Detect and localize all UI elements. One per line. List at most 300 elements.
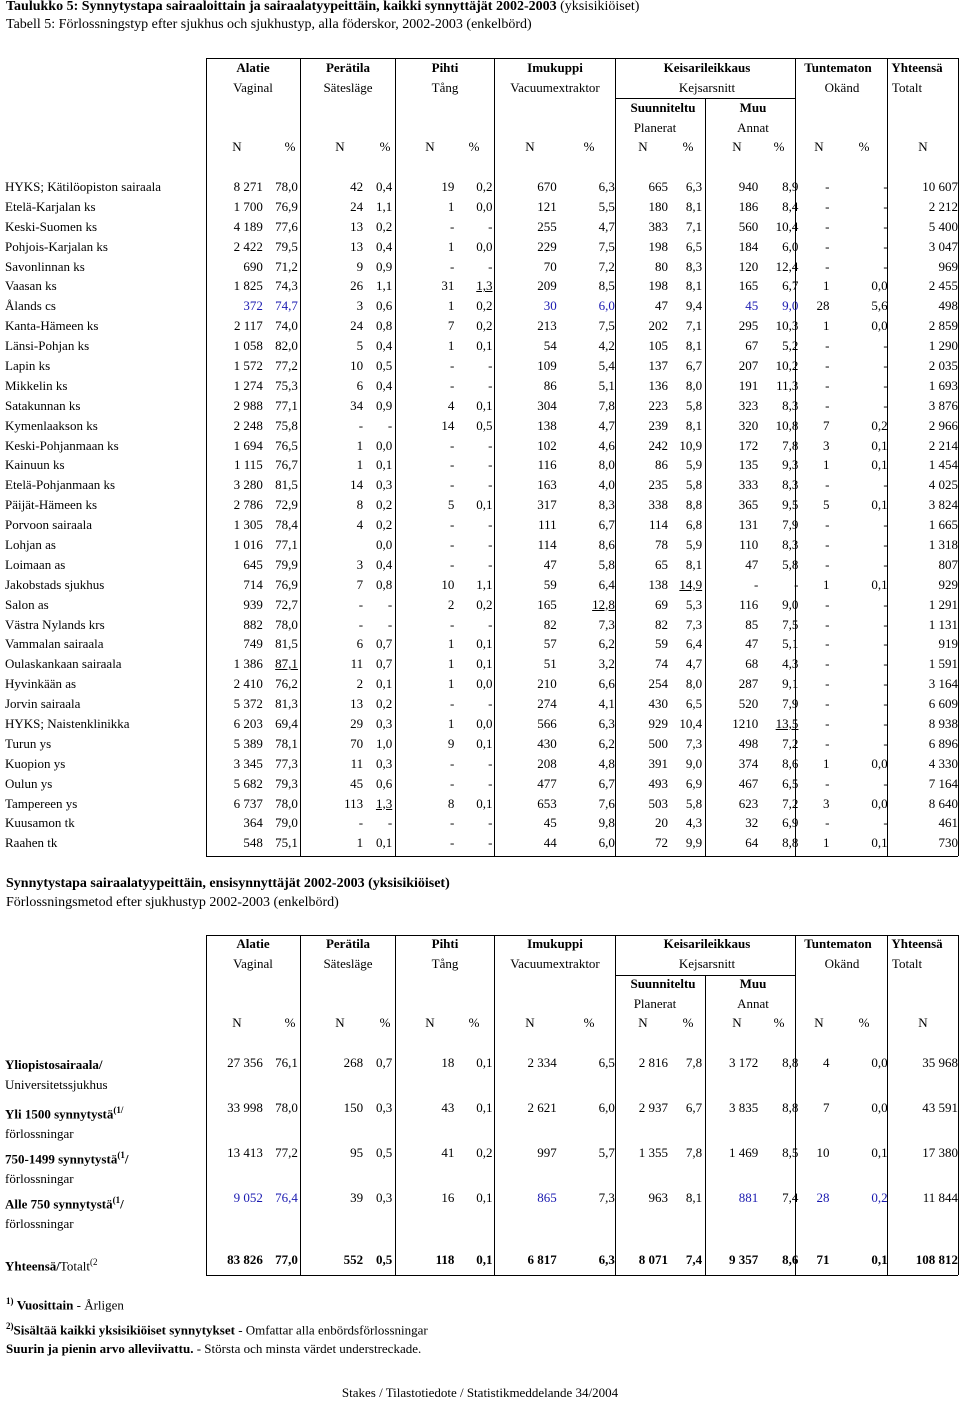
cell-value: 10,4 (775, 218, 799, 234)
cell-value: - (883, 198, 888, 214)
cell-value: 235 (648, 477, 669, 493)
cell-value: 8,8 (782, 835, 799, 851)
header-vaginal: Vaginal (233, 80, 273, 95)
cell-value: 45 (543, 815, 557, 831)
cell-value: 1 700 (233, 198, 263, 214)
cell-value: 43 591 (922, 1100, 958, 1115)
total-row (0, 1252, 958, 1276)
cell-value: 69,4 (275, 715, 298, 731)
cell-value: - (825, 656, 830, 672)
cell-value: 77,2 (275, 357, 298, 373)
cell-value: 4,2 (598, 338, 615, 354)
header-vacuum: Vacuumextraktor (510, 956, 600, 971)
table-row (0, 634, 958, 654)
total-value: 552 (343, 1252, 364, 1267)
cell-value: 2 035 (928, 357, 958, 373)
cell-value: 0,1 (476, 1190, 493, 1205)
cell-value: 0,1 (871, 576, 888, 592)
cell-value: - (450, 755, 455, 771)
hospital-name: Oulun ys (5, 775, 53, 791)
section2-title-fi: Synnytystapa sairaalatyypeittäin, ensisynnyttäjät 2002-2003 (yksisikiöiset) (6, 876, 450, 891)
cell-value: 1 (447, 338, 455, 354)
cell-value: 6,4 (685, 636, 703, 652)
table-row (0, 455, 958, 475)
cell-value: 4,8 (598, 755, 615, 771)
cell-value: 2 422 (233, 238, 263, 254)
header-n-12: N (814, 1015, 824, 1030)
table-row (0, 674, 958, 694)
cell-value: 13 (350, 218, 364, 234)
cell-value: 180 (648, 198, 669, 214)
header-n-0: N (232, 1015, 242, 1030)
cell-value: 690 (243, 258, 263, 274)
cell-value: 0,2 (476, 1145, 493, 1160)
cell-value: 338 (648, 497, 669, 513)
cell-value: 0,1 (476, 636, 493, 652)
cell-value: 0,0 (871, 1055, 888, 1070)
cell-value: 7 164 (928, 775, 958, 791)
cell-value: 5 389 (233, 735, 263, 751)
cell-value: 670 (537, 178, 557, 194)
cell-value: - (825, 715, 830, 731)
cell-value: - (883, 735, 888, 751)
table-row (0, 754, 958, 774)
cell-value: 6 203 (233, 715, 263, 731)
cell-value: - (825, 616, 830, 632)
cell-value: 1 115 (234, 457, 263, 473)
header-n-2: N (335, 139, 345, 154)
total-label (0, 1252, 207, 1276)
cell-value: 1,1 (375, 278, 393, 294)
cell-value: 136 (648, 377, 669, 393)
footnote-1-sup: 1) (6, 1296, 14, 1306)
cell-value: 18 (441, 1055, 455, 1070)
cell-value: - (883, 775, 888, 791)
cell-value: 2 (356, 676, 364, 692)
cell-value: 10 (816, 1145, 830, 1160)
cell-value: 242 (648, 437, 669, 453)
label-line1: Yli 1500 synnytystä (5, 1106, 114, 1122)
cell-value: 121 (537, 198, 557, 214)
cell-value: 8,9 (782, 178, 799, 194)
header-pct-3: % (379, 1015, 391, 1030)
cell-value: 76,2 (275, 676, 298, 692)
cell-value: 2 859 (928, 318, 958, 334)
cell-value: 6,4 (598, 576, 615, 592)
cell-value: - (825, 338, 830, 354)
title-main: Taulukko 5: Synnytystapa sairaaloittain ja sairaalatyypeittäin, kaikki synnyttäjät 2002-2003 (6, 0, 557, 14)
cell-value: 8 640 (928, 795, 958, 811)
hospital-name: Porvoon sairaala (5, 517, 93, 533)
cell-value: 1,1 (476, 576, 493, 592)
header-imukuppi: Imukuppi (527, 60, 583, 75)
cell-value: 3 (356, 556, 364, 572)
table-row (0, 1100, 958, 1145)
cell-value: 28 (816, 1190, 830, 1205)
cell-value: 0,5 (476, 417, 493, 433)
cell-value: 372 (243, 298, 263, 314)
table-row (0, 714, 958, 734)
table-rule (206, 856, 958, 857)
cell-value: 333 (738, 477, 759, 493)
header-planerat: Planerat (633, 120, 677, 135)
label-slash: / (120, 1196, 124, 1212)
table-row (0, 1190, 958, 1235)
cell-value: 1 694 (233, 437, 263, 453)
cell-value: 28 (816, 298, 830, 314)
cell-value: 95 (350, 1145, 364, 1160)
total-value: 83 826 (227, 1252, 263, 1267)
cell-value: - (883, 715, 888, 731)
cell-value: 6,3 (685, 178, 703, 194)
hospital-name: Oulaskankaan sairaala (5, 656, 122, 672)
label-sup: (1 (112, 1195, 121, 1205)
cell-value: 6 (356, 377, 364, 393)
cell-value: - (883, 338, 888, 354)
hospital-name: Satakunnan ks (5, 397, 81, 413)
footnote-3-fi: Suurin ja pienin arvo alleviivattu. (6, 1341, 194, 1356)
cell-value: - (883, 377, 888, 393)
cell-value: 10 (441, 576, 455, 592)
cell-value: 14 (441, 417, 455, 433)
header-n-14: N (918, 1015, 928, 1030)
cell-value: 7,3 (685, 735, 703, 751)
cell-value: 7,3 (598, 616, 615, 632)
cell-value: 7,2 (782, 735, 799, 751)
cell-value: 0,2 (375, 517, 393, 533)
cell-value: 1210 (732, 715, 759, 731)
cell-value: - (488, 377, 493, 393)
cell-value: 7,5 (598, 238, 615, 254)
cell-value: 1 (823, 576, 830, 592)
table-rule (206, 58, 958, 59)
header-n-4: N (425, 139, 435, 154)
cell-value: 939 (243, 596, 263, 612)
header-pct-5: % (468, 1015, 480, 1030)
cell-value: 59 (655, 636, 669, 652)
cell-value: 4 (447, 397, 455, 413)
cell-value: 0,9 (375, 397, 393, 413)
title-paren: (yksisikiöiset) (560, 0, 640, 14)
table-row (0, 237, 958, 257)
cell-value: 2 117 (234, 318, 263, 334)
header-pct-1: % (284, 139, 296, 154)
cell-value: 163 (537, 477, 557, 493)
cell-value: 0,6 (375, 775, 393, 791)
cell-value: 0,2 (375, 696, 393, 712)
cell-value: 44 (543, 835, 557, 851)
cell-value: 74,0 (275, 318, 298, 334)
cell-value: 2 214 (928, 437, 958, 453)
cell-value: 383 (648, 218, 669, 234)
cell-value: 3 824 (928, 497, 958, 513)
cell-value: 6,2 (598, 636, 615, 652)
cell-value: 0,4 (375, 238, 393, 254)
cell-value: 254 (648, 676, 669, 692)
cell-value: 807 (938, 556, 958, 572)
cell-value: 1 (823, 318, 830, 334)
cell-value: 6,9 (782, 815, 799, 831)
header-yhteensa: Yhteensä (891, 936, 943, 951)
cell-value: 0,0 (476, 715, 493, 731)
cell-value: - (387, 596, 393, 612)
cell-value: 1 (447, 656, 455, 672)
cell-value: 47 (745, 636, 759, 652)
header-muu: Muu (739, 976, 767, 991)
cell-value: 8,0 (598, 457, 615, 473)
cell-value: 8,1 (685, 198, 703, 214)
cell-value: 1 (447, 298, 455, 314)
label-line2: förlossningar (5, 1216, 74, 1232)
header-keisarileikkaus: Keisarileikkaus (663, 60, 751, 75)
hospital-name: Mikkelin ks (5, 377, 68, 393)
cell-value: 430 (537, 735, 557, 751)
cell-value: 2 455 (928, 278, 958, 294)
cell-value: 75,3 (275, 377, 298, 393)
cell-value: 5,6 (871, 298, 888, 314)
cell-value: 8,3 (782, 477, 799, 493)
header-pct-9: % (682, 139, 694, 154)
total-label-sv: Totalt (59, 1258, 91, 1274)
cell-value: 19 (441, 178, 455, 194)
cell-value: 0,1 (476, 656, 493, 672)
cell-value: 304 (537, 397, 557, 413)
cell-value: 2 212 (928, 198, 958, 214)
cell-value: 9,8 (598, 815, 615, 831)
cell-value: 3 172 (729, 1055, 759, 1070)
cell-value: 76,5 (275, 437, 298, 453)
cell-value: 113 (344, 795, 364, 811)
header-imukuppi: Imukuppi (527, 936, 583, 951)
total-value: 108 812 (915, 1252, 958, 1267)
cell-value: - (883, 616, 888, 632)
cell-value: 67 (745, 338, 759, 354)
table-row (0, 794, 958, 814)
hospital-name: Päijät-Hämeen ks (5, 497, 98, 513)
cell-value: 929 (648, 715, 669, 731)
header-kejsarsnitt: Kejsarsnitt (678, 956, 736, 971)
cell-value: 80 (655, 258, 669, 274)
cell-value: 7,1 (685, 218, 703, 234)
cell-value: 0,3 (375, 755, 393, 771)
total-value: 7,4 (685, 1252, 703, 1267)
cell-value: 969 (938, 258, 958, 274)
cell-value: 24 (350, 318, 364, 334)
hospital-name: Kanta-Hämeen ks (5, 318, 99, 334)
total-sup: (2 (90, 1257, 98, 1267)
cell-value: 8,4 (782, 198, 799, 214)
cell-value: 730 (938, 835, 958, 851)
cell-value: 8,6 (782, 755, 799, 771)
cell-value: 223 (648, 397, 669, 413)
table-row (0, 515, 958, 535)
hospital-name: Tampereen ys (5, 795, 78, 811)
cell-value: 209 (537, 278, 557, 294)
cell-value: 54 (543, 338, 557, 354)
cell-value: 1 665 (928, 517, 958, 533)
cell-value: 74 (655, 656, 669, 672)
cell-value: 10,8 (775, 417, 799, 433)
cell-value: 0,4 (375, 556, 393, 572)
label-line2: förlossningar (5, 1171, 74, 1187)
footnote-1-sv: - Årligen (76, 1297, 124, 1313)
cell-value: 210 (537, 676, 557, 692)
cell-value: 0,2 (871, 417, 888, 433)
cell-value: 7,5 (598, 318, 615, 334)
cell-value: - (883, 596, 888, 612)
cell-value: 6,0 (598, 1100, 615, 1115)
cell-value: 8,6 (598, 536, 615, 552)
cell-value: 4 189 (233, 218, 263, 234)
total-value: 0,1 (871, 1252, 888, 1267)
column-rule (958, 58, 959, 856)
cell-value: 10,9 (679, 437, 703, 453)
cell-value: 10 607 (922, 178, 958, 194)
cell-value: 26 (350, 278, 364, 294)
cell-value: - (883, 536, 888, 552)
header-sateslage: Sätesläge (323, 80, 373, 95)
table-row (0, 575, 958, 595)
cell-value: 7 (356, 576, 364, 592)
cell-value: 81,3 (275, 696, 298, 712)
cell-value: 1 591 (928, 656, 958, 672)
cell-value: 2 248 (233, 417, 263, 433)
cell-value: 430 (648, 696, 669, 712)
cell-value: 1 (447, 636, 455, 652)
table-row (0, 814, 958, 834)
header-annat: Annat (737, 996, 769, 1011)
cell-value: 120 (738, 258, 759, 274)
cell-value: 78,0 (275, 616, 298, 632)
cell-value: 1 (447, 198, 455, 214)
cell-value: 4 025 (928, 477, 958, 493)
cell-value: 0,0 (476, 676, 493, 692)
cell-value: 29 (350, 715, 364, 731)
cell-value: 5,5 (598, 198, 615, 214)
footnote-1 (6, 1296, 124, 1313)
cell-value: 1 290 (928, 338, 958, 354)
cell-value: 47 (745, 556, 759, 572)
cell-value: 24 (350, 198, 364, 214)
cell-value: 997 (537, 1145, 557, 1160)
table-row (0, 595, 958, 615)
table-row (0, 276, 958, 296)
cell-value: 45 (745, 298, 759, 314)
cell-value: 76,4 (275, 1190, 298, 1205)
cell-value: 274 (537, 696, 557, 712)
cell-value: - (450, 775, 455, 791)
header-n-8: N (638, 1015, 648, 1030)
cell-value: 27 356 (227, 1055, 263, 1070)
cell-value: - (825, 357, 830, 373)
cell-value: - (825, 636, 830, 652)
cell-value: 3 (356, 298, 364, 314)
cell-value: 6,5 (598, 1055, 615, 1070)
cell-value: 114 (537, 536, 557, 552)
cell-value: 0,0 (375, 437, 393, 453)
cell-value: 116 (739, 596, 759, 612)
cell-value: - (387, 417, 393, 433)
hospital-name: Lapin ks (5, 357, 51, 373)
cell-value: 6,5 (685, 238, 703, 254)
cell-value: 0,0 (375, 536, 393, 552)
cell-value: 0,1 (375, 457, 393, 473)
cell-value: 76,9 (275, 576, 298, 592)
cell-value: 239 (648, 417, 669, 433)
table-title-fi (6, 0, 639, 15)
header-planerat: Planerat (633, 996, 677, 1011)
cell-value: 11 (350, 755, 364, 771)
cell-value: 20 (655, 815, 669, 831)
cell-value: 34 (350, 397, 364, 413)
cell-value: 0,9 (375, 258, 393, 274)
cell-value: 17 380 (922, 1145, 958, 1160)
label-line2: förlossningar (5, 1126, 74, 1142)
cell-value: - (825, 556, 830, 572)
cell-value: 7,2 (782, 795, 799, 811)
cell-value: 5,9 (685, 457, 703, 473)
label-line1: Yliopistosairaala/ (5, 1057, 103, 1072)
cell-value: 503 (648, 795, 669, 811)
cell-value: 9 (356, 258, 364, 274)
cell-value: 477 (537, 775, 557, 791)
total-table (0, 1252, 958, 1276)
cell-value: 0,1 (476, 1055, 493, 1070)
cell-value: 0,0 (871, 1100, 888, 1115)
cell-value: 1 386 (233, 656, 263, 672)
cell-value: 1 (823, 278, 830, 294)
total-label-fi: Yhteensä/ (5, 1258, 60, 1274)
hospital-name: Kainuun ks (5, 457, 65, 473)
header-n-0: N (232, 139, 242, 154)
header-pct-9: % (682, 1015, 694, 1030)
cell-value: - (883, 178, 888, 194)
cell-value: 198 (648, 278, 669, 294)
cell-value: - (883, 676, 888, 692)
total-value: 0,5 (375, 1252, 393, 1267)
cell-value: 2 816 (638, 1055, 669, 1070)
cell-value: 9,0 (685, 755, 703, 771)
cell-value: 74,7 (275, 298, 298, 314)
cell-value: 64 (745, 835, 759, 851)
cell-value: 1 016 (233, 536, 263, 552)
cell-value: 881 (738, 1190, 759, 1205)
cell-value: 0,0 (476, 198, 493, 214)
cell-value: 59 (543, 576, 557, 592)
cell-value: - (883, 238, 888, 254)
hospital-type-name (0, 1055, 207, 1100)
cell-value: 78,4 (275, 517, 298, 533)
cell-value: 1 (447, 238, 455, 254)
cell-value: 566 (537, 715, 557, 731)
hospital-name: Ålands cs (5, 298, 56, 314)
cell-value: - (883, 696, 888, 712)
cell-value: 10,3 (775, 318, 799, 334)
cell-value: 461 (938, 815, 958, 831)
cell-value: - (358, 815, 364, 831)
cell-value: 5,8 (598, 556, 615, 572)
hospital-name: Vaasan ks (5, 278, 57, 294)
cell-value: - (488, 775, 493, 791)
cell-value: 653 (537, 795, 557, 811)
cell-value: - (794, 576, 799, 592)
total-value: 71 (816, 1252, 830, 1267)
cell-value: 76,9 (275, 198, 298, 214)
cell-value: 929 (938, 576, 958, 592)
cell-value: 8 (356, 497, 364, 513)
cell-value: 8 271 (233, 178, 263, 194)
footnote-1-fi: Vuosittain (16, 1297, 74, 1313)
